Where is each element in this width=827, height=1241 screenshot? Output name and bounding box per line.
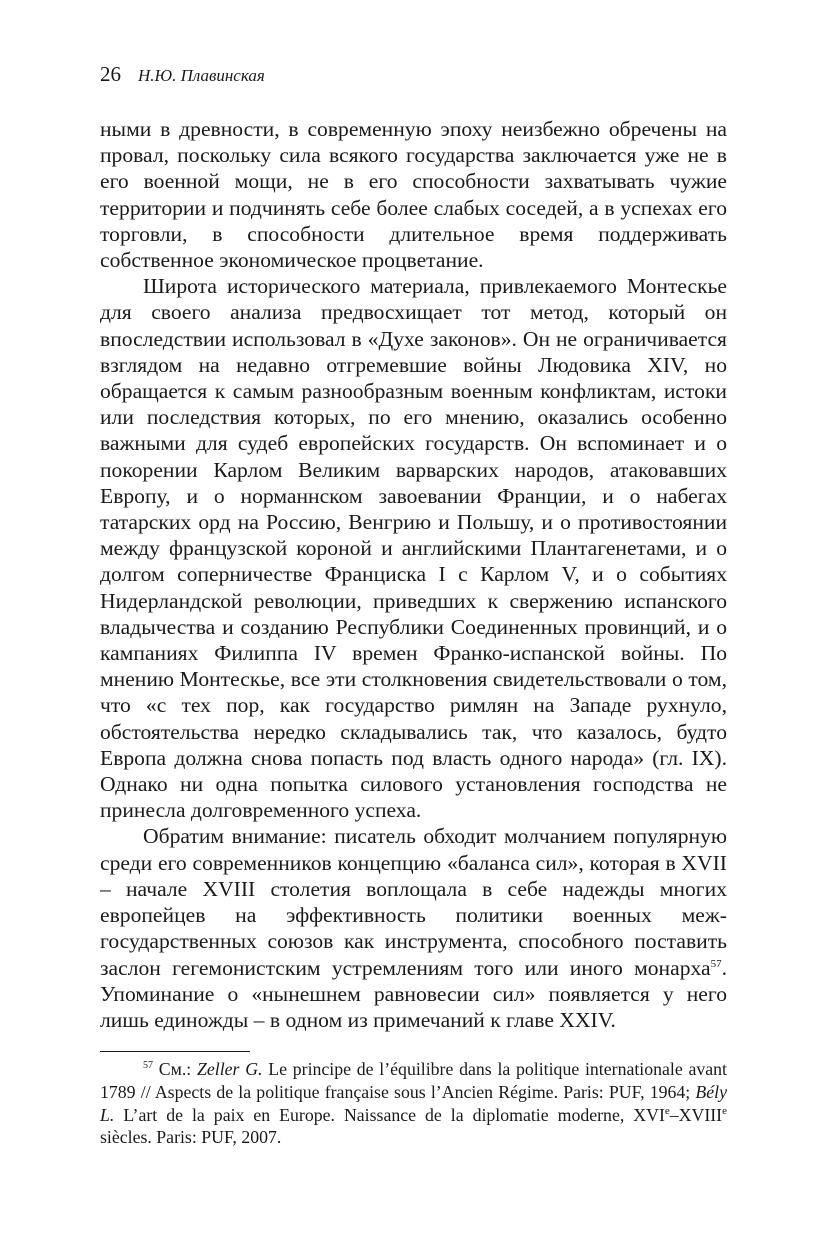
body-text <box>100 116 727 1033</box>
footnote-author-2: Bély L. <box>100 1081 727 1125</box>
footnote-sup-2: e <box>722 1104 727 1117</box>
footnote-sup-1: e <box>664 1104 670 1117</box>
running-head-author: Н.Ю. Плавинская <box>138 66 265 85</box>
footnote-separator <box>100 1051 250 1052</box>
footnote-prefix: См.: <box>158 1059 197 1079</box>
footnote-dash: –XVIII <box>669 1104 723 1125</box>
footnote-57 <box>100 1058 727 1149</box>
footnote-text-3: siècles. Paris: PUF, 2007. <box>100 1127 282 1148</box>
running-header <box>100 62 265 87</box>
paragraph-3-text-after: . Упоминание о «нынешнем равновесии сил» появляется у него лишь единожды – в одном из примечаний к главе XXIV. <box>100 955 727 1032</box>
footnote-text-1: Le principe de l’équilibre dans la politique internationale avant 1789 // Aspects de la politique française sous l’Ancien Régime. Paris: PUF, 1964; <box>100 1059 727 1102</box>
page-number: 26 <box>100 62 121 86</box>
footnote-reference[interactable]: 57 <box>710 957 722 970</box>
footnote-number: 57 <box>143 1060 153 1072</box>
footnote-text-2: L’art de la paix en Europe. Naissance de la diplomatie moderne, XVI <box>114 1104 665 1125</box>
paragraph-3-text: Обратим внимание: писатель обходит молчанием популярную среди его современников концепцию «баланса сил», которая в XVII – начале XVIII столетия воплощала в себе надежды многих европейцев на эффективность политики военных межгосударственных союзов как инструмента, способного поставить заслон гегемонистским устремлениям того или иного монарха <box>100 824 727 980</box>
paragraph-1: ными в древности, в современную эпоху неизбежно обречены на провал, поскольку сила всякого государства заключается уже не в его военной мощи, не в его способности захватывать чужие территории и подчинять себе более слабых соседей, а в успехах его торговли, в способности длительное время поддерживать собственное экономическое процветание. <box>100 117 727 273</box>
paragraph-3 <box>100 823 727 1033</box>
footnote-author-1: Zeller G. <box>197 1059 263 1079</box>
paragraph-2: Широта исторического материала, привлекаемого Монтескье для своего анализа предвосхищает тот метод, который он впоследствии использовал в «Духе законов». Он не ограничивается взглядом на недавно отгремевшие войны Людовика XIV, но обращается к самым разнообразным военным конфликтам, истоки или последствия которых, по его мнению, оказались особенно важными для судеб европейских государств. Он вспоминает и о покорении Карлом Великим варварских народов, атаковавших Европу, и о норманнском завоевании Франции, и о набегах татарских орд на Россию, Венгрию и Польшу, и о противостоянии между французской короной и английскими Плантагенетами, и о долгом соперничестве Франциска I с Карлом V, и о событиях Нидерландской революции, приведших к свержению испанского владычества и созданию Республики Соединенных провинций, и о кампаниях Филиппа IV времен Франко-испанской войны. По мнению Монтескье, все эти столкновения свидетельствовали о том, что «с тех пор, как государство римлян на Западе рухнуло, обстоятельства нередко складывались так, что казалось, будто Европа должна снова попасть под власть одного народа» (гл. IX). Однако ни одна попытка силового установления господства не принесла долговременного успеха. <box>100 274 727 823</box>
